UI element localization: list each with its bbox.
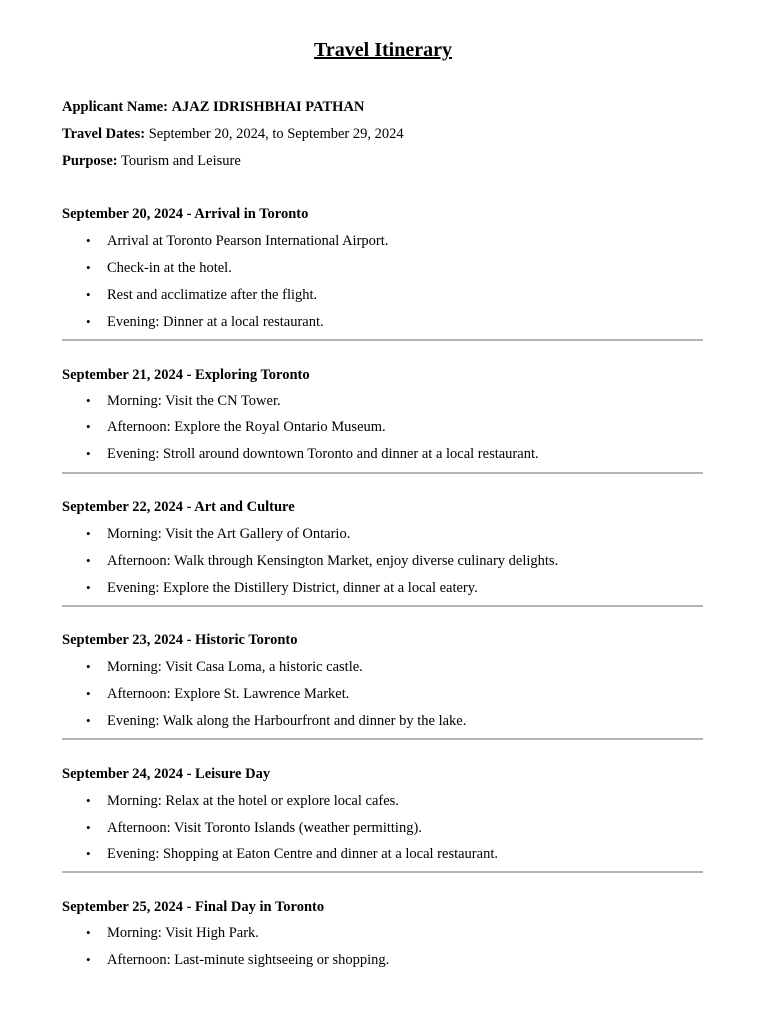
bullet-icon: • xyxy=(86,925,91,940)
bullet-icon: • xyxy=(86,553,91,568)
section-divider xyxy=(62,738,703,740)
list-item xyxy=(86,578,478,598)
bullet-icon: • xyxy=(86,686,91,701)
list-item xyxy=(86,711,466,731)
travel-dates-label: Travel Dates: xyxy=(62,126,146,142)
day-heading: September 22, 2024 - Art and Culture xyxy=(62,499,295,515)
list-item-text: Morning: Visit the Art Gallery of Ontario. xyxy=(107,526,351,542)
section-divider xyxy=(62,339,703,341)
list-item xyxy=(86,818,422,838)
bullet-icon: • xyxy=(86,260,91,275)
travel-dates-line xyxy=(62,124,404,144)
list-item xyxy=(86,551,558,571)
list-item xyxy=(86,417,386,437)
bullet-icon: • xyxy=(86,846,91,861)
list-item-text: Evening: Explore the Distillery District, dinner at a local eatery. xyxy=(107,580,478,596)
list-item-text: Check-in at the hotel. xyxy=(107,260,232,276)
bullet-icon: • xyxy=(86,419,91,434)
bullet-icon: • xyxy=(86,314,91,329)
list-item-text: Evening: Walk along the Harbourfront and dinner by the lake. xyxy=(107,713,467,729)
travel-dates-value: September 20, 2024, to September 29, 2024 xyxy=(148,126,404,142)
bullet-icon: • xyxy=(86,952,91,967)
purpose-label: Purpose: xyxy=(62,153,118,169)
purpose-value: Tourism and Leisure xyxy=(120,153,241,169)
list-item-text: Arrival at Toronto Pearson International Airport. xyxy=(107,233,389,249)
list-item xyxy=(86,391,281,411)
list-item-text: Evening: Shopping at Eaton Centre and dinner at a local restaurant. xyxy=(107,846,498,862)
list-item xyxy=(86,231,388,251)
purpose-line xyxy=(62,151,241,171)
bullet-icon: • xyxy=(86,446,91,461)
list-item-text: Afternoon: Explore St. Lawrence Market. xyxy=(107,686,350,702)
list-item xyxy=(86,258,232,278)
day-heading: September 21, 2024 - Exploring Toronto xyxy=(62,367,310,383)
section-divider xyxy=(62,472,703,474)
list-item-text: Evening: Stroll around downtown Toronto and dinner at a local restaurant. xyxy=(107,446,539,462)
list-item-text: Afternoon: Walk through Kensington Market, enjoy diverse culinary delights. xyxy=(107,553,559,569)
list-item-text: Morning: Visit High Park. xyxy=(107,925,259,941)
list-item-text: Evening: Dinner at a local restaurant. xyxy=(107,314,324,330)
section-divider xyxy=(62,605,703,607)
list-item-text: Morning: Visit the CN Tower. xyxy=(107,393,281,409)
day-heading: September 25, 2024 - Final Day in Toronto xyxy=(62,899,325,915)
list-item xyxy=(86,657,363,677)
list-item xyxy=(86,844,498,864)
list-item xyxy=(86,791,399,811)
applicant-name-value: AJAZ IDRISHBHAI PATHAN xyxy=(171,99,365,115)
list-item-text: Afternoon: Explore the Royal Ontario Museum. xyxy=(107,419,386,435)
applicant-name-label: Applicant Name: xyxy=(62,99,168,115)
list-item xyxy=(86,684,349,704)
bullet-icon: • xyxy=(86,793,91,808)
list-item-text: Afternoon: Visit Toronto Islands (weather permitting). xyxy=(107,820,422,836)
list-item-text: Rest and acclimatize after the flight. xyxy=(107,287,318,303)
list-item xyxy=(86,524,350,544)
applicant-name-line xyxy=(62,97,364,117)
list-item-text: Afternoon: Last-minute sightseeing or shopping. xyxy=(107,952,390,968)
list-item-text: Morning: Relax at the hotel or explore local cafes. xyxy=(107,793,399,809)
list-item xyxy=(86,312,324,332)
bullet-icon: • xyxy=(86,820,91,835)
bullet-icon: • xyxy=(86,233,91,248)
day-heading: September 24, 2024 - Leisure Day xyxy=(62,766,271,782)
bullet-icon: • xyxy=(86,526,91,541)
section-divider xyxy=(62,871,703,873)
list-item xyxy=(86,444,539,464)
document-title: Travel Itinerary xyxy=(314,39,452,61)
list-item xyxy=(86,285,317,305)
bullet-icon: • xyxy=(86,580,91,595)
list-item-text: Morning: Visit Casa Loma, a historic castle. xyxy=(107,659,363,675)
bullet-icon: • xyxy=(86,713,91,728)
day-heading: September 23, 2024 - Historic Toronto xyxy=(62,632,298,648)
list-item xyxy=(86,923,259,943)
bullet-icon: • xyxy=(86,393,91,408)
bullet-icon: • xyxy=(86,659,91,674)
bullet-icon: • xyxy=(86,287,91,302)
day-heading: September 20, 2024 - Arrival in Toronto xyxy=(62,206,309,222)
list-item xyxy=(86,950,389,970)
